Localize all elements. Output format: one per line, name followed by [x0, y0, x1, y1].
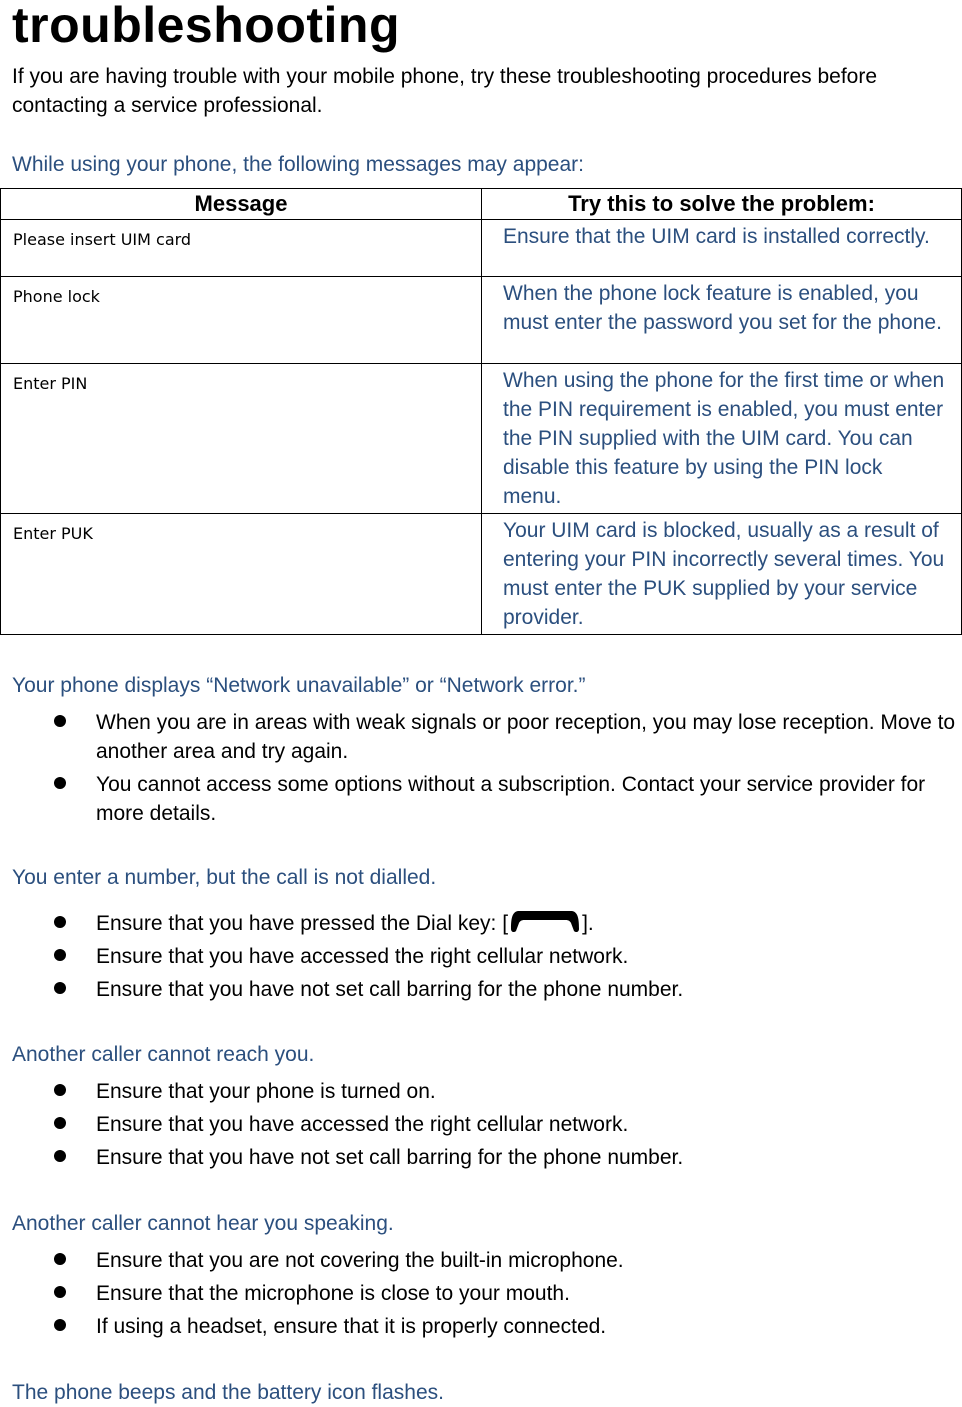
bullet-icon — [54, 715, 66, 727]
bullet-icon — [54, 1084, 66, 1096]
bullet-icon — [54, 777, 66, 789]
table-row — [1, 514, 962, 635]
header-message: Message — [1, 189, 482, 220]
list-item-text: Ensure that the microphone is close to your mouth. — [96, 1282, 570, 1305]
section-heading-battery: The phone beeps and the battery icon flashes. — [12, 1381, 444, 1404]
list-item-text: You cannot access some options without a subscription. Contact your service provider for more details. — [96, 773, 926, 825]
list-item — [0, 708, 962, 766]
section-heading-not-dialled: You enter a number, but the call is not dialled. — [12, 866, 437, 889]
table-row — [1, 220, 962, 277]
list-item — [0, 1279, 962, 1308]
list-item — [0, 1077, 962, 1106]
page-title: troubleshooting — [12, 0, 400, 53]
list-item-text: Ensure that you have pressed the Dial key: [ — [96, 912, 509, 935]
list-item-text: Ensure that you are not covering the built-in microphone. — [96, 1249, 624, 1272]
list-item — [0, 1110, 962, 1139]
list-item-text: Ensure that your phone is turned on. — [96, 1080, 436, 1103]
solution-cell: Your UIM card is blocked, usually as a result of entering your PIN incorrectly several times. You must enter the PUK supplied by your service provider. — [482, 514, 962, 635]
bullet-icon — [54, 1286, 66, 1298]
dial-key-icon — [508, 909, 582, 935]
solution-cell: When the phone lock feature is enabled, you must enter the password you set for the phone. — [482, 277, 962, 364]
list-item — [0, 1312, 962, 1341]
list-item-text: ]. — [582, 912, 594, 935]
dial-tips-list — [0, 909, 962, 1004]
reach-tips-list — [0, 1077, 962, 1172]
list-item-text: Ensure that you have not set call barring for the phone number. — [96, 1146, 684, 1169]
bullet-icon — [54, 1319, 66, 1331]
bullet-icon — [54, 949, 66, 961]
network-tips-list — [0, 708, 962, 828]
bullet-icon — [54, 916, 66, 928]
table-row — [1, 277, 962, 364]
list-item-text: Ensure that you have accessed the right cellular network. — [96, 1113, 629, 1136]
list-item — [0, 909, 962, 938]
list-item — [0, 770, 962, 828]
section-heading-network: Your phone displays “Network unavailable” or “Network error.” — [12, 674, 586, 697]
list-item-text: If using a headset, ensure that it is properly connected. — [96, 1315, 607, 1338]
message-cell: Please insert UIM card — [1, 220, 482, 277]
list-item-text: Ensure that you have accessed the right cellular network. — [96, 945, 629, 968]
list-item-text: Ensure that you have not set call barring for the phone number. — [96, 978, 684, 1001]
hear-tips-list — [0, 1246, 962, 1341]
list-item — [0, 1246, 962, 1275]
table-header-row — [1, 189, 962, 220]
messages-table — [0, 188, 962, 635]
section-heading-cannot-hear: Another caller cannot hear you speaking. — [12, 1212, 394, 1235]
message-cell: Enter PUK — [1, 514, 482, 635]
message-cell: Enter PIN — [1, 364, 482, 514]
message-cell: Phone lock — [1, 277, 482, 364]
list-item — [0, 942, 962, 971]
list-item — [0, 1143, 962, 1172]
list-item — [0, 975, 962, 1004]
header-solution: Try this to solve the problem: — [482, 189, 962, 220]
bullet-icon — [54, 1150, 66, 1162]
table-intro: While using your phone, the following messages may appear: — [12, 153, 584, 176]
intro-paragraph: If you are having trouble with your mobile phone, try these troubleshooting procedures before contacting a service professional. — [12, 65, 878, 117]
list-item-text: When you are in areas with weak signals or poor reception, you may lose reception. Move to another area and try again. — [96, 711, 956, 763]
solution-cell: Ensure that the UIM card is installed correctly. — [482, 220, 962, 277]
section-heading-cannot-reach: Another caller cannot reach you. — [12, 1043, 315, 1066]
solution-cell: When using the phone for the first time or when the PIN requirement is enabled, you must enter the PIN supplied with the UIM card. You can disable this feature by using the PIN lock menu. — [482, 364, 962, 514]
table-row — [1, 364, 962, 514]
bullet-icon — [54, 982, 66, 994]
bullet-icon — [54, 1117, 66, 1129]
bullet-icon — [54, 1253, 66, 1265]
